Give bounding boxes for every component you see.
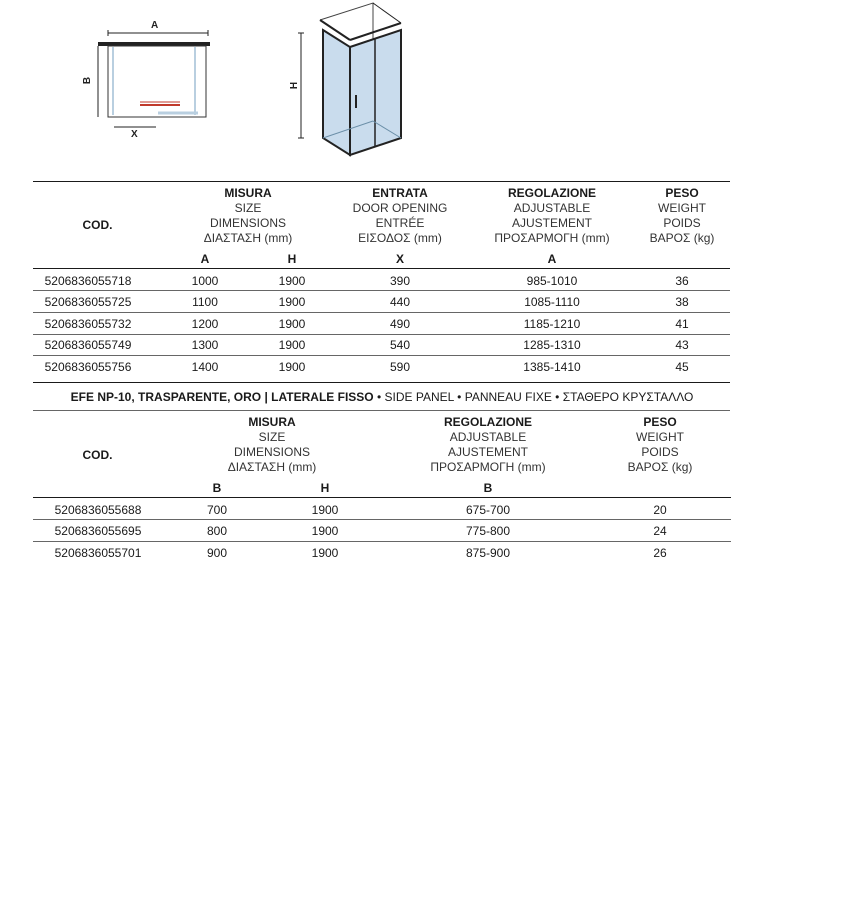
row-weight: 45 — [675, 360, 689, 374]
header-title: REGOLAZIONE — [443, 415, 532, 429]
row-a: 1100 — [192, 295, 218, 309]
row-a: 1000 — [191, 274, 219, 288]
row-x: 540 — [389, 338, 411, 352]
row-h: 1900 — [311, 524, 339, 538]
row-weight: 20 — [653, 503, 667, 517]
header-title: MISURA — [248, 415, 296, 429]
row-a: 1400 — [191, 360, 219, 374]
row-divider — [33, 541, 731, 542]
row-h: 1900 — [278, 338, 306, 352]
shower-enclosure-drawing — [285, 0, 415, 160]
row-weight: 24 — [653, 524, 667, 538]
row-h: 1900 — [278, 360, 306, 374]
header-line: ΒΑΡΟΣ (kg) — [627, 460, 693, 474]
header-line: DIMENSIONS — [233, 445, 310, 459]
table1-bottom-rule — [33, 382, 730, 383]
header-line: AJUSTEMENT — [511, 216, 592, 230]
row-divider — [33, 519, 731, 520]
row-adj: 1085-1110 — [524, 295, 580, 309]
row-x: 490 — [389, 317, 411, 331]
row-weight: 41 — [675, 317, 689, 331]
row-adj: 985-1010 — [526, 274, 578, 288]
row-adj: 675-700 — [465, 503, 511, 517]
row-weight: 36 — [675, 274, 689, 288]
dim-label-a: A — [151, 20, 159, 31]
table1-top-rule — [33, 181, 730, 182]
row-weight: 26 — [653, 546, 667, 560]
table2-cod-header: COD. — [82, 448, 113, 462]
table2-subheader-h: H — [320, 481, 330, 495]
header-line: ΒΑΡΟΣ (kg) — [649, 231, 715, 245]
row-weight: 43 — [675, 338, 689, 352]
row-code: 5206836055695 — [54, 524, 142, 538]
side-panel-title-rest: • SIDE PANEL • PANNEAU FIXE • ΣΤΑΘΕΡΟ ΚΡΥΣΤΑΛΛΟ — [373, 390, 694, 404]
header-line: DOOR OPENING — [352, 201, 448, 215]
row-adj: 1185-1210 — [523, 317, 581, 331]
elevation-diagram — [285, 0, 415, 160]
table2-top-rule — [33, 410, 730, 411]
row-divider — [33, 334, 730, 335]
row-divider — [33, 355, 730, 356]
table2-header-rule — [33, 497, 731, 498]
row-adj: 875-900 — [465, 546, 511, 560]
row-h: 1900 — [278, 295, 306, 309]
table1-subheader-a: A — [200, 252, 210, 266]
row-code: 5206836055718 — [44, 274, 132, 288]
header-title: REGOLAZIONE — [507, 186, 596, 200]
header-line: ADJUSTABLE — [513, 201, 591, 215]
row-b: 700 — [206, 503, 228, 517]
table2-subheader-b: B — [212, 481, 222, 495]
row-code: 5206836055749 — [44, 338, 132, 352]
header-line: ΕΙΣΟΔΟΣ (mm) — [358, 231, 442, 245]
row-divider — [33, 312, 730, 313]
plan-view-diagram — [80, 15, 220, 140]
header-line: ΔΙΑΣΤΑΣΗ (mm) — [203, 231, 293, 245]
table1-header-regolazione — [482, 186, 622, 246]
header-title: MISURA — [224, 186, 272, 200]
row-b: 900 — [206, 546, 228, 560]
dim-label-h: H — [289, 81, 301, 90]
table2-subheader-adj: B — [483, 481, 493, 495]
side-panel-title — [33, 390, 731, 404]
row-adj: 775-800 — [465, 524, 511, 538]
plan-view-drawing — [80, 15, 220, 140]
header-line: ΠΡΟΣΑΡΜΟΓΗ (mm) — [430, 460, 546, 474]
row-h: 1900 — [278, 317, 306, 331]
dim-label-b: B — [82, 76, 94, 85]
header-line: WEIGHT — [658, 201, 706, 215]
table1-header-entrata — [340, 186, 460, 246]
table1-header-rule — [33, 268, 730, 269]
header-line: AJUSTEMENT — [447, 445, 528, 459]
header-line: ADJUSTABLE — [449, 430, 527, 444]
header-line: SIZE — [234, 201, 262, 215]
row-h: 1900 — [311, 503, 339, 517]
row-code: 5206836055732 — [44, 317, 132, 331]
row-x: 440 — [389, 295, 411, 309]
table1-subheader-adj: A — [547, 252, 557, 266]
row-adj: 1285-1310 — [523, 338, 581, 352]
row-adj: 1385-1410 — [523, 360, 581, 374]
row-code: 5206836055688 — [54, 503, 142, 517]
header-line: ΔΙΑΣΤΑΣΗ (mm) — [227, 460, 317, 474]
row-h: 1900 — [278, 274, 306, 288]
row-code: 5206836055725 — [44, 295, 132, 309]
header-line: SIZE — [258, 430, 286, 444]
row-code: 5206836055701 — [54, 546, 142, 560]
header-title: ENTRATA — [372, 186, 428, 200]
header-line: ΠΡΟΣΑΡΜΟΓΗ (mm) — [494, 231, 610, 245]
header-line: POIDS — [663, 216, 701, 230]
row-b: 800 — [206, 524, 228, 538]
table1-cod-header: COD. — [82, 218, 113, 232]
header-line: POIDS — [641, 445, 679, 459]
table2-header-regolazione — [418, 415, 558, 475]
row-a: 1300 — [191, 338, 219, 352]
header-line: ENTRÉE — [375, 216, 425, 230]
row-weight: 38 — [675, 295, 689, 309]
row-code: 5206836055756 — [44, 360, 132, 374]
table2-header-peso — [610, 415, 710, 475]
header-title: PESO — [665, 186, 699, 200]
row-h: 1900 — [311, 546, 339, 560]
header-title: PESO — [643, 415, 677, 429]
header-line: DIMENSIONS — [209, 216, 286, 230]
table2-header-misura — [212, 415, 332, 475]
dim-label-x: X — [131, 129, 138, 140]
row-divider — [33, 290, 730, 291]
table1-header-misura — [188, 186, 308, 246]
table1-header-peso — [632, 186, 732, 246]
table1-subheader-x: X — [395, 252, 404, 266]
row-x: 390 — [389, 274, 411, 288]
header-line: WEIGHT — [636, 430, 684, 444]
row-x: 590 — [389, 360, 411, 374]
side-panel-title-bold: EFE NP-10, TRASPARENTE, ORO | LATERALE FISSO — [70, 390, 374, 404]
row-a: 1200 — [191, 317, 219, 331]
table1-subheader-h: H — [287, 252, 297, 266]
